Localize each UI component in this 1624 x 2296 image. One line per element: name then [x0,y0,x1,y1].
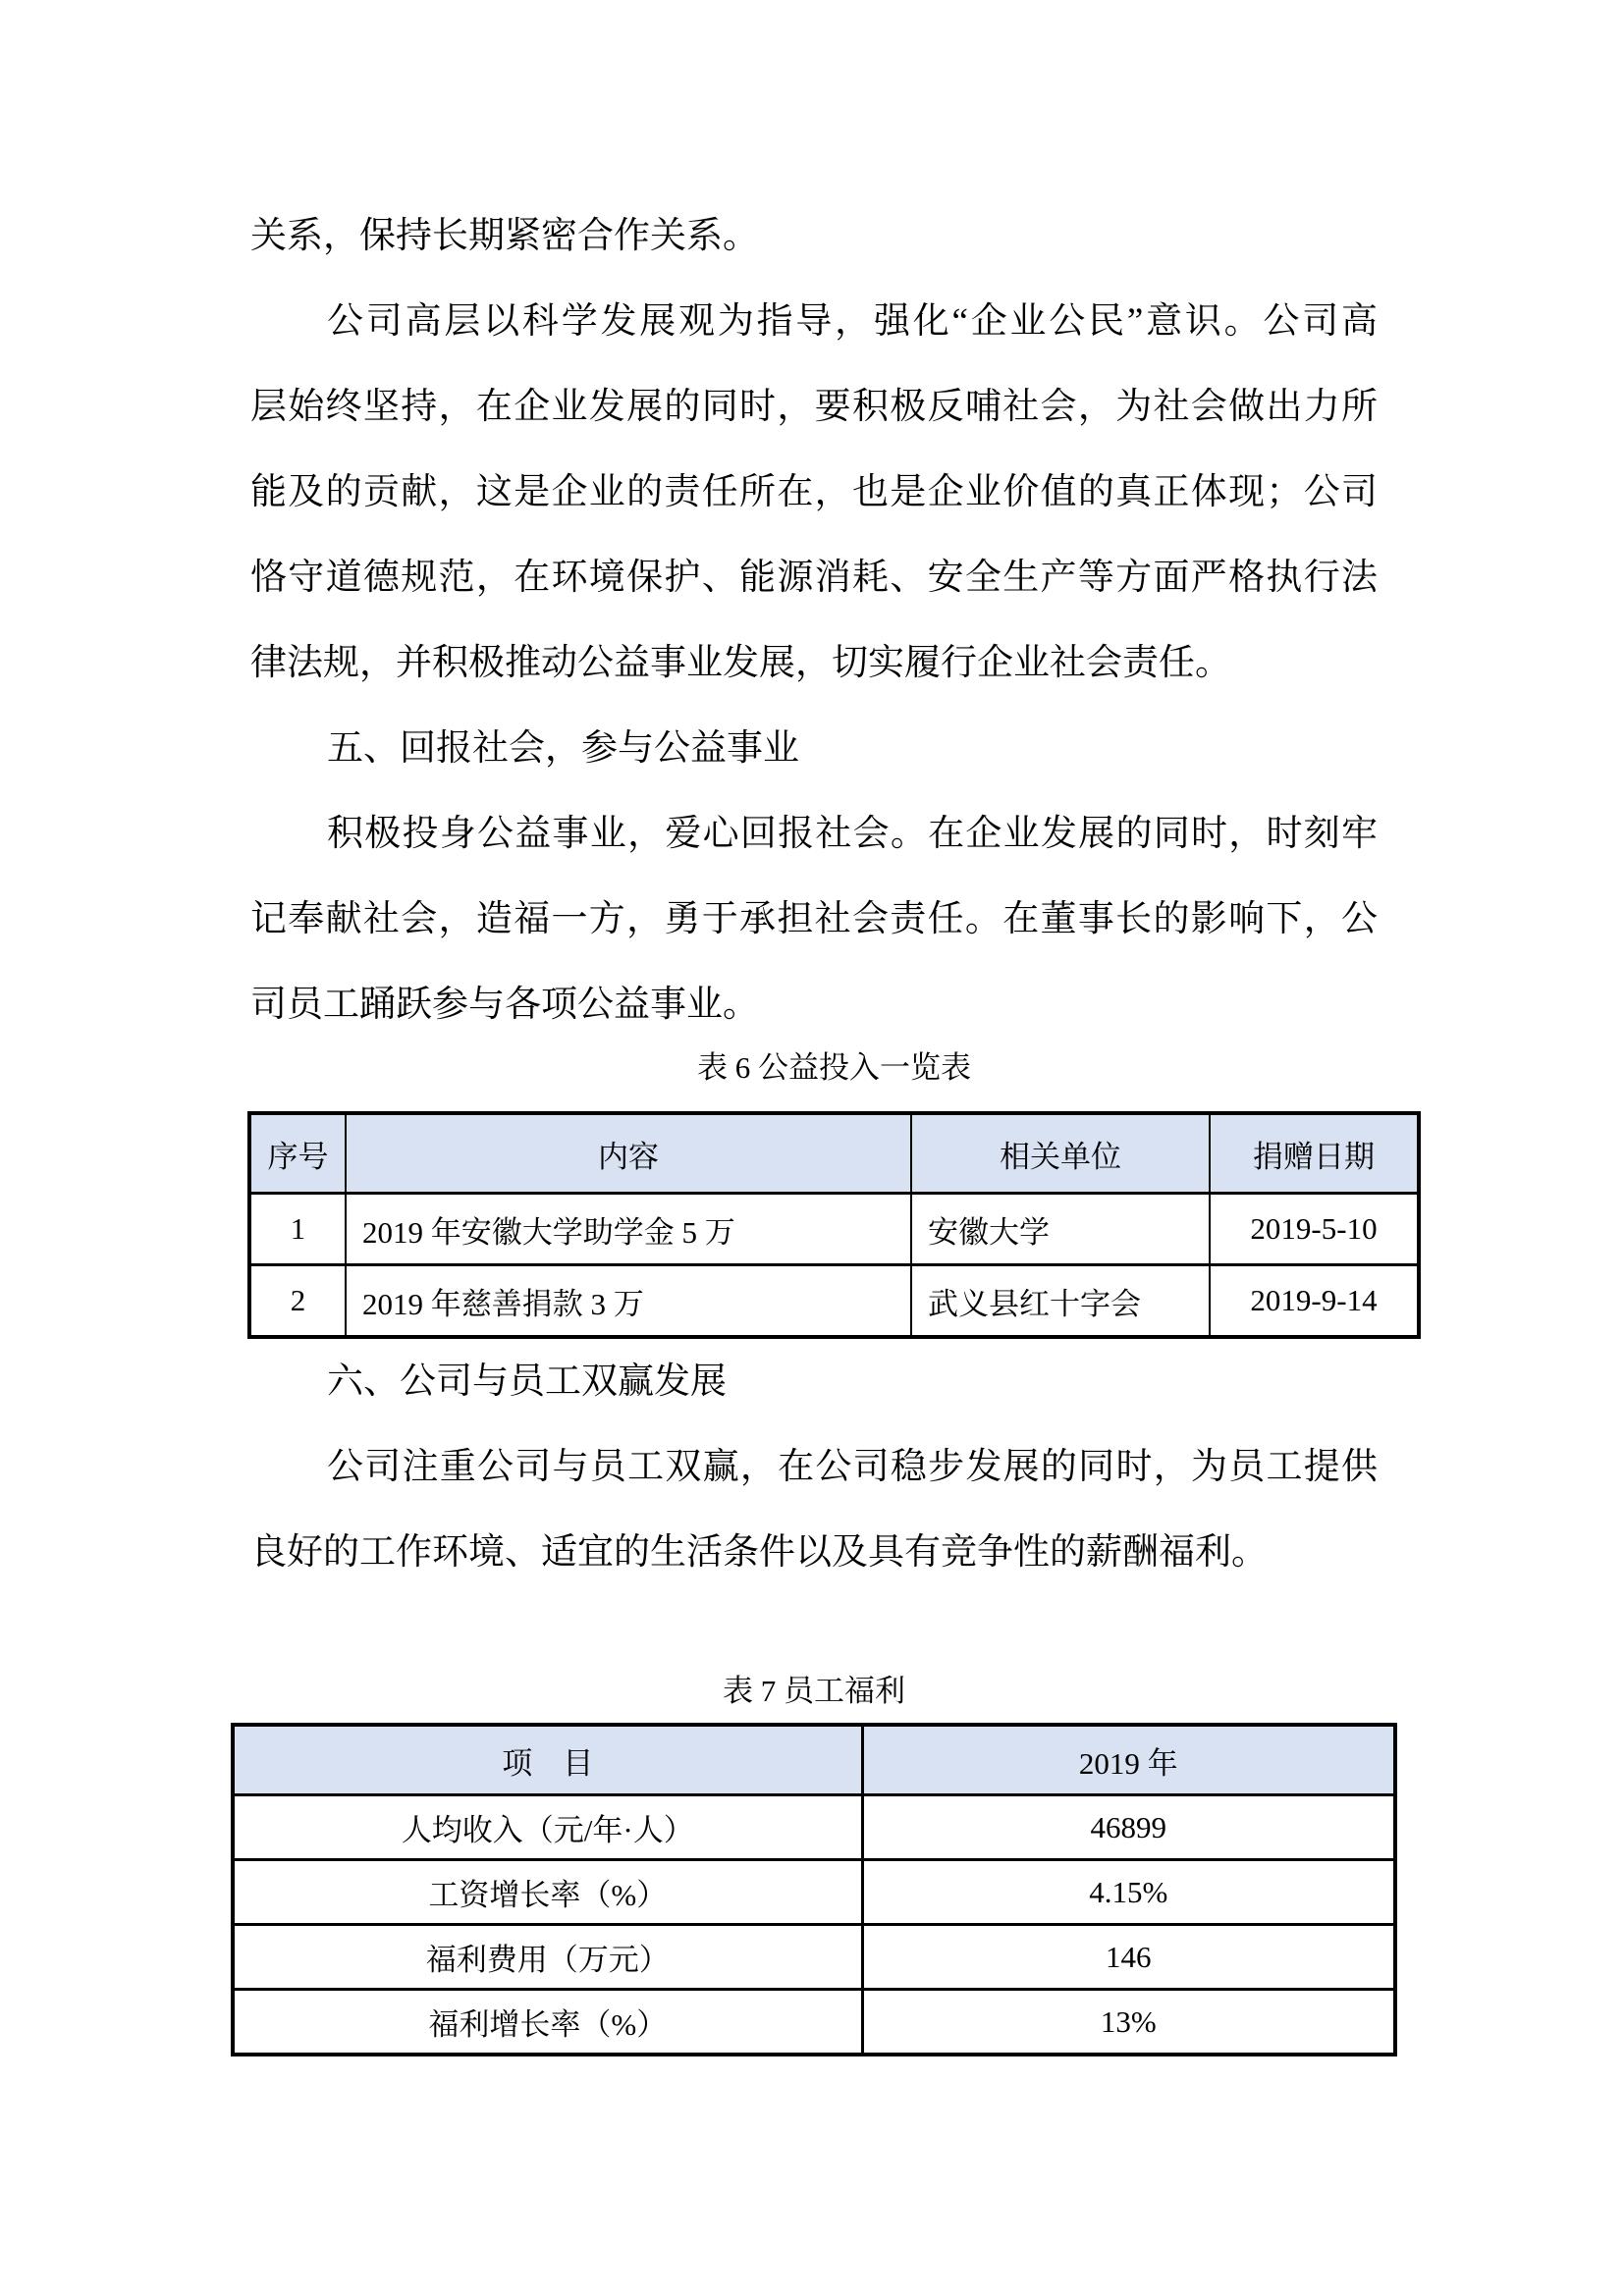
table-row [233,1990,1395,2056]
body-line: 积极投身公益事业，爱心回报社会。在企业发展的同时，时刻牢 [327,814,1378,854]
employee-benefits-table [231,1723,1397,2056]
body-text-block-1 [250,193,1378,1047]
table-cell: 福利增长率（%） [233,1990,862,2056]
body-line: 关系，保持长期紧密合作关系。 [250,216,759,256]
table-cell: 146 [862,1925,1395,1990]
section-heading: 五、回报社会，参与公益事业 [327,728,799,769]
body-line: 律法规，并积极推动公益事业发展，切实履行企业社会责任。 [250,643,1231,683]
table-cell: 安徽大学 [911,1194,1210,1265]
table-row [249,1265,1419,1338]
column-header: 序号 [249,1113,346,1194]
table-cell: 福利费用（万元） [233,1925,862,1990]
table-cell: 人均收入（元/年·人） [233,1795,862,1860]
body-line: 司员工踊跃参与各项公益事业。 [250,985,759,1025]
table-cell: 2019 年安徽大学助学金 5 万 [346,1194,911,1265]
body-line: 层始终坚持，在企业发展的同时，要积极反哺社会，为社会做出力所 [250,387,1378,427]
column-header: 捐赠日期 [1210,1113,1419,1194]
table-cell: 2019-9-14 [1210,1265,1419,1338]
table-row [249,1194,1419,1265]
column-header: 项 目 [233,1725,862,1795]
body-line: 公司注重公司与员工双赢，在公司稳步发展的同时，为员工提供 [327,1447,1378,1487]
table-row [233,1925,1395,1990]
body-line: 恪守道德规范，在环境保护、能源消耗、安全生产等方面严格执行法 [250,558,1378,598]
table-header-row [249,1113,1419,1194]
column-header: 相关单位 [911,1113,1210,1194]
body-line: 良好的工作环境、适宜的生活条件以及具有竞争性的薪酬福利。 [250,1532,1268,1573]
table-cell: 4.15% [862,1860,1395,1925]
body-line: 记奉献社会，造福一方，勇于承担社会责任。在董事长的影响下，公 [250,899,1378,939]
public-welfare-table [247,1111,1421,1339]
table-cell: 46899 [862,1795,1395,1860]
table-cell: 2019 年慈善捐款 3 万 [346,1265,911,1338]
column-header: 2019 年 [862,1725,1395,1795]
table7-title: 表 7 员工福利 [723,1674,905,1708]
table-cell: 13% [862,1990,1395,2056]
table6-title: 表 6 公益投入一览表 [697,1050,971,1085]
table-row [233,1795,1395,1860]
body-line: 能及的贡献，这是企业的责任所在，也是企业价值的真正体现；公司 [250,472,1378,512]
section-heading: 六、公司与员工双赢发展 [327,1362,727,1402]
table-cell: 2019-5-10 [1210,1194,1419,1265]
body-text-block-2 [250,1339,1378,1595]
body-line: 公司高层以科学发展观为指导，强化“企业公民”意识。公司高 [327,301,1378,342]
table-cell: 武义县红十字会 [911,1265,1210,1338]
column-header: 内容 [346,1113,911,1194]
table-cell: 1 [249,1194,346,1265]
table-row [233,1860,1395,1925]
table-cell: 工资增长率（%） [233,1860,862,1925]
table-cell: 2 [249,1265,346,1338]
table-header-row [233,1725,1395,1795]
